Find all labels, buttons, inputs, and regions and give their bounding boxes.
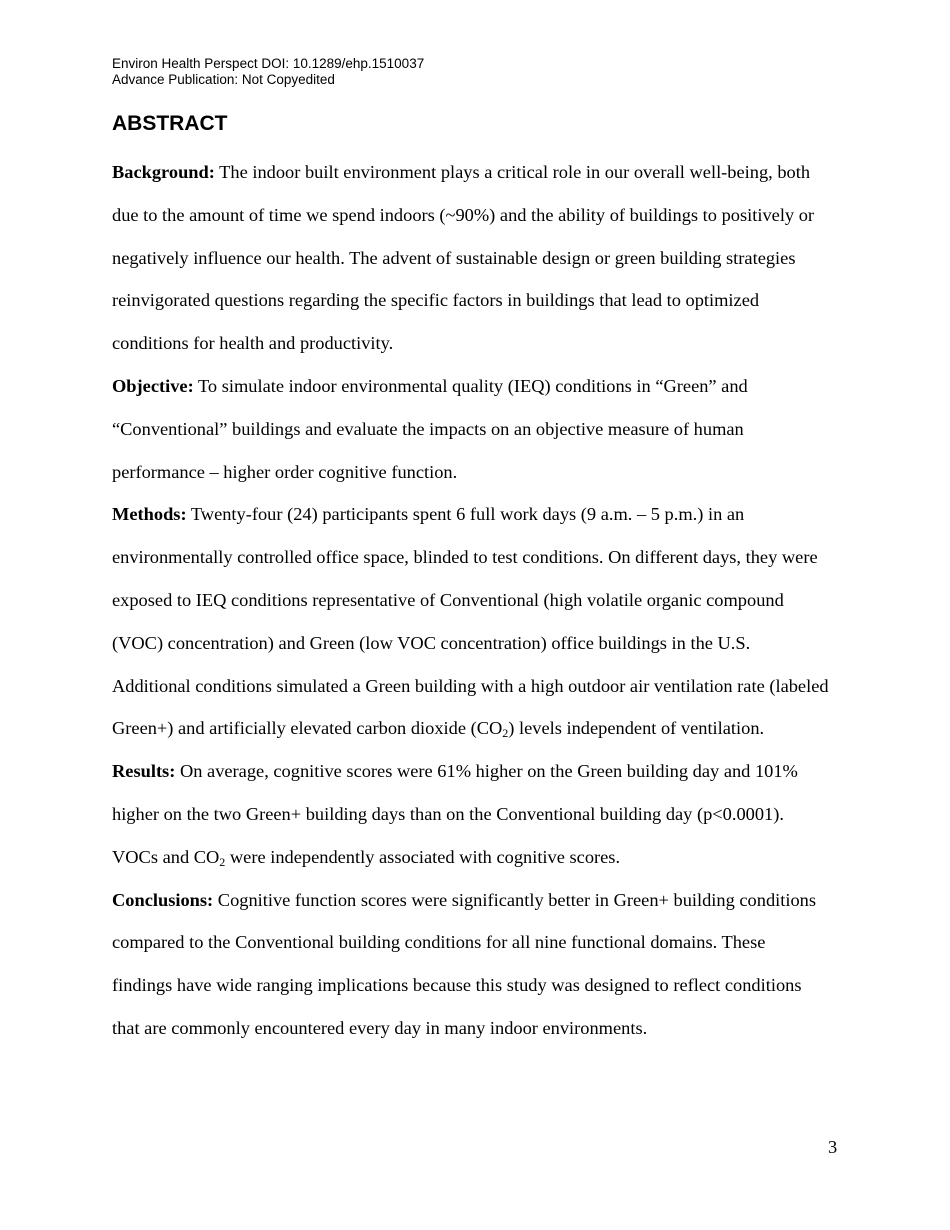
subscript: 2 <box>219 854 226 869</box>
paragraph-line: that are commonly encountered every day in many indoor environments. <box>112 1017 648 1038</box>
paragraph-line <box>112 836 852 879</box>
paragraph-line: reinvigorated questions regarding the specific factors in buildings that lead to optimized <box>112 290 760 311</box>
paragraph-line: compared to the Conventional building conditions for all nine functional domains. These <box>112 932 766 953</box>
objective-paragraph <box>112 365 852 493</box>
paragraph-line <box>112 750 852 793</box>
line-text: VOCs and CO <box>112 846 220 867</box>
paragraph-line <box>112 879 852 922</box>
paragraph-line: findings have wide ranging implications because this study was designed to reflect conditions <box>112 975 802 996</box>
subscript: 2 <box>502 726 509 741</box>
line-text: Green+) and artificially elevated carbon dioxide (CO <box>112 718 503 739</box>
methods-paragraph <box>112 493 852 750</box>
paragraph-line <box>112 707 852 750</box>
paragraph-line <box>112 151 852 194</box>
line-text: Cognitive function scores were significantly better in Green+ building conditions <box>217 889 817 910</box>
line-text: To simulate indoor environmental quality (IEQ) conditions in “Green” and <box>197 375 748 396</box>
section-title: ABSTRACT <box>112 112 228 135</box>
running-head-status: Advance Publication: Not Copyedited <box>112 71 335 87</box>
paragraph-line: (VOC) concentration) and Green (low VOC concentration) office buildings in the U.S. <box>112 632 751 653</box>
methods-label: Methods: <box>112 504 187 525</box>
background-label: Background: <box>112 162 215 182</box>
results-paragraph <box>112 750 852 878</box>
paragraph-line: due to the amount of time we spend indoors (~90%) and the ability of buildings to positively or <box>112 204 815 225</box>
line-text: The indoor built environment plays a critical role in our overall well-being, both <box>219 162 811 182</box>
line-text: Twenty-four (24) participants spent 6 full work days (9 a.m. – 5 p.m.) in an <box>190 504 745 525</box>
page-number: 3 <box>828 1137 838 1157</box>
paragraph-line: higher on the two Green+ building days than on the Conventional building day (p<0.0001). <box>112 803 784 824</box>
paragraph-line: environmentally controlled office space, blinded to test conditions. On different days, they were <box>112 547 818 568</box>
objective-label: Objective: <box>112 375 194 396</box>
paragraph-line: Additional conditions simulated a Green building with a high outdoor air ventilation rate (labeled <box>112 675 829 696</box>
abstract-body <box>112 151 852 1050</box>
line-text: On average, cognitive scores were 61% higher on the Green building day and 101% <box>179 761 798 782</box>
line-text: were independently associated with cognitive scores. <box>225 846 621 867</box>
running-head-doi: Environ Health Perspect DOI: 10.1289/ehp.1510037 <box>112 56 425 71</box>
conclusions-label: Conclusions: <box>112 889 214 910</box>
background-paragraph <box>112 151 852 365</box>
paragraph-line <box>112 493 852 536</box>
conclusions-paragraph <box>112 879 852 1050</box>
paragraph-line: exposed to IEQ conditions representative of Conventional (high volatile organic compound <box>112 589 784 610</box>
paragraph-line: conditions for health and productivity. <box>112 333 394 354</box>
paragraph-line: “Conventional” buildings and evaluate the impacts on an objective measure of human <box>112 418 744 439</box>
paragraph-line: negatively influence our health. The advent of sustainable design or green building strategies <box>112 247 796 268</box>
running-head <box>112 56 424 87</box>
paragraph-line <box>112 365 852 408</box>
paragraph-line: performance – higher order cognitive function. <box>112 461 458 482</box>
line-text: ) levels independent of ventilation. <box>508 718 765 739</box>
results-label: Results: <box>112 761 176 782</box>
